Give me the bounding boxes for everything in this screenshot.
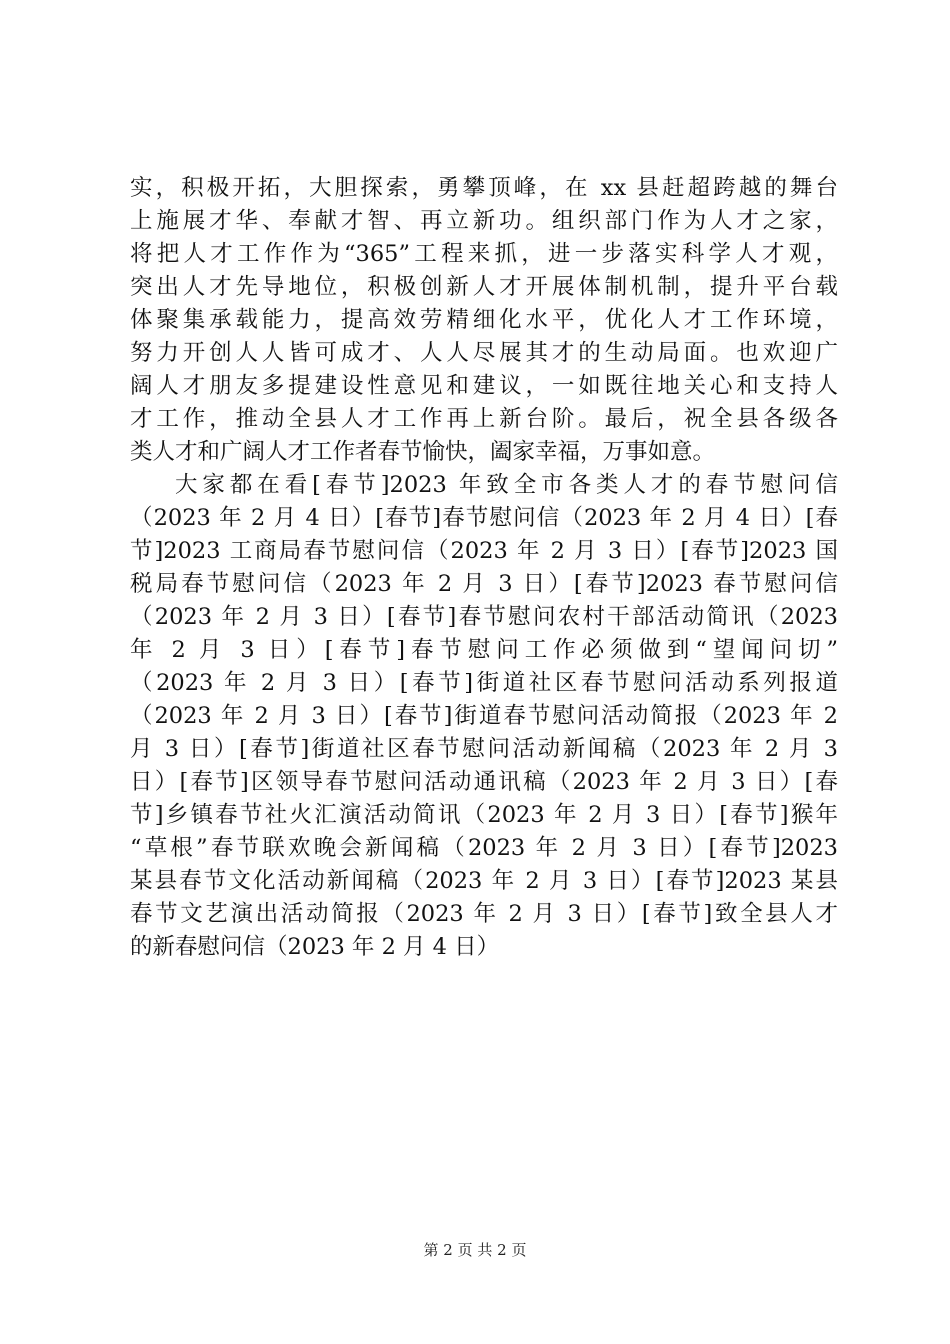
text-line: 节]2023 工商局春节慰问信（2023 年 2 月 3 日）[春节]2023 国 (130, 538, 838, 564)
text-line: “草根”春节联欢晚会新闻稿（2023 年 2 月 3 日）[春节]2023 (130, 835, 838, 861)
text-line: 年 2 月 3 日）[春节]春节慰问工作必须做到“望闻问切” (130, 637, 838, 663)
text-line: 的新春慰问信（2023 年 2 月 4 日） (130, 934, 500, 960)
text-line: 节]乡镇春节社火汇演活动简讯（2023 年 2 月 3 日）[春节]猴年 (130, 802, 838, 828)
text-line: 大家都在看[春节]2023 年致全市各类人才的春节慰问信 (175, 472, 838, 498)
text-line: 月 3 日）[春节]街道社区春节慰问活动新闻稿（2023 年 2 月 3 (130, 736, 838, 762)
text-line: 突出人才先导地位，积极创新人才开展体制机制，提升平台载 (130, 274, 838, 300)
text-line: 日）[春节]区领导春节慰问活动通讯稿（2023 年 2 月 3 日）[春 (130, 769, 838, 795)
text-line: 某县春节文化活动新闻稿（2023 年 2 月 3 日）[春节]2023 某县 (130, 868, 838, 894)
text-line: （2023 年 2 月 3 日）[春节]街道社区春节慰问活动系列报道 (130, 670, 838, 696)
document-body (130, 172, 838, 964)
text-line: 体聚集承载能力，提高效劳精细化水平，优化人才工作环境， (130, 307, 838, 333)
text-line: 春节文艺演出活动简报（2023 年 2 月 3 日）[春节]致全县人才 (130, 901, 838, 927)
text-line: （2023 年 2 月 4 日）[春节]春节慰问信（2023 年 2 月 4 日）[春 (130, 505, 838, 531)
page-number-footer: 第 2 页 共 2 页 (423, 1241, 527, 1259)
text-line: 才工作，推动全县人才工作再上新台阶。最后，祝全县各级各 (130, 406, 838, 432)
text-line: （2023 年 2 月 3 日）[春节]街道春节慰问活动简报（2023 年 2 (130, 703, 838, 729)
text-line: 实，积极开拓，大胆探索，勇攀顶峰，在 xx 县赶超跨越的舞台 (130, 175, 838, 201)
text-line: 税局春节慰问信（2023 年 2 月 3 日）[春节]2023 春节慰问信 (130, 571, 838, 597)
text-line: （2023 年 2 月 3 日）[春节]春节慰问农村干部活动简讯（2023 (130, 604, 838, 630)
paragraph-related-articles (130, 469, 838, 964)
text-line: 上施展才华、奉献才智、再立新功。组织部门作为人才之家， (130, 208, 838, 234)
text-line: 努力开创人人皆可成才、人人尽展其才的生动局面。也欢迎广 (130, 340, 838, 366)
text-line: 类人才和广阔人才工作者春节愉快，阖家幸福，万事如意。 (130, 439, 716, 465)
text-line: 阔人才朋友多提建设性意见和建议，一如既往地关心和支持人 (130, 373, 838, 399)
paragraph-closing-remarks (130, 172, 838, 469)
text-line: 将把人才工作作为“365”工程来抓，进一步落实科学人才观， (130, 241, 838, 267)
